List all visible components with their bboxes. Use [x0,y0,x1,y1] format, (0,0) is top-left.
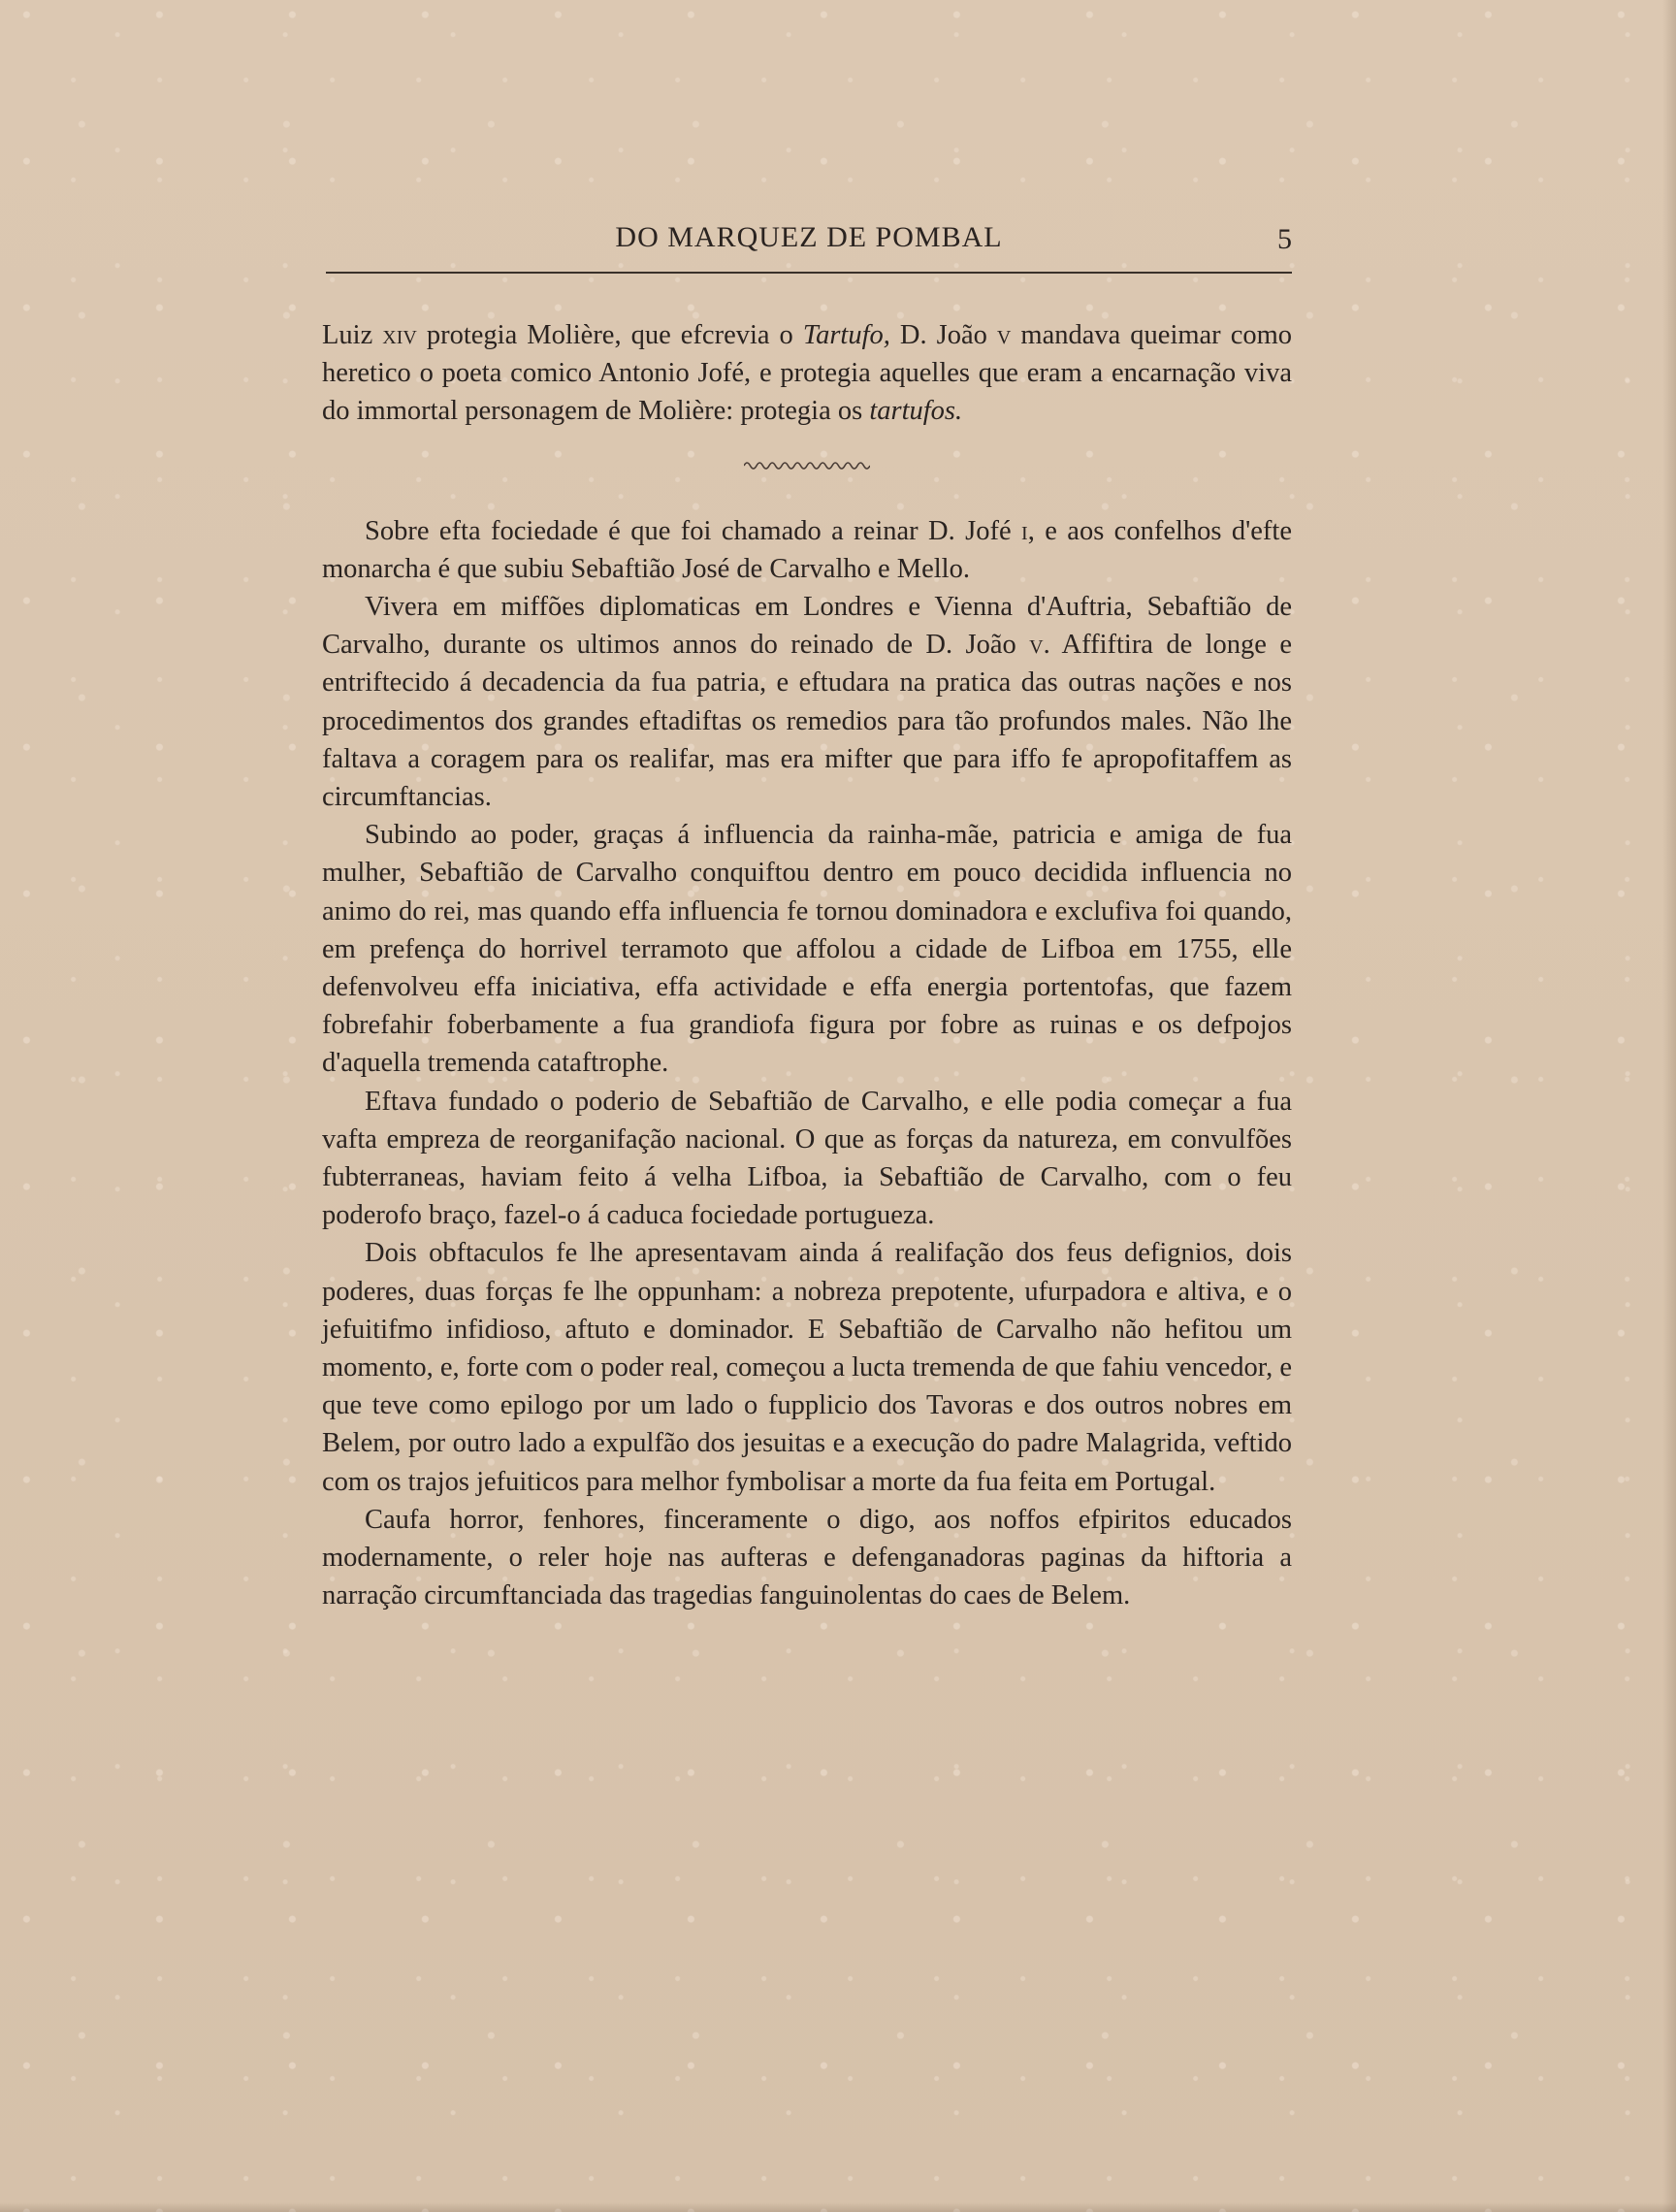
body-text [322,316,1292,1615]
text-run: Sobre efta fociedade é que foi chamado a reinar D. Jofé [365,515,1022,546]
paragraph [322,816,1292,1082]
paragraph [322,1501,1292,1615]
text-run: Luiz [322,320,383,350]
wavy-line-icon [744,460,870,472]
running-title: DO MARQUEZ DE POMBAL [615,221,1003,253]
paragraph [322,588,1292,816]
text-run: protegia Molière, que efcrevia o [416,320,803,350]
text-run: Caufa horror, fenhores, finceramente o digo, aos noffos efpiritos educados modernamente, o reler hoje nas aufteras e defenganadoras paginas da hiftoria a narração circumftanciada das tragedias fanguinolentas do caes de Belem. [322,1504,1292,1611]
text-run: D. João [889,320,997,350]
page-bottom-shadow [0,2202,1676,2212]
roman-numeral: v [996,320,1012,350]
text-run: mandava queimar como heretico o poeta comico Antonio Jofé, e protegia aquelles que eram a encarnação viva do immortal personagem de Molière: protegia os [322,320,1293,427]
roman-numeral: xiv [382,320,417,350]
text-run: , e aos confelhos d'efte monarcha é que subiu Sebaftião José de Carvalho e Mello. [322,515,1292,584]
running-head [326,215,1292,264]
italic-text: tartufos. [869,396,963,427]
paragraph [322,1234,1292,1500]
text-run: Dois obftaculos fe lhe apresentavam ainda á realifação dos feus defignios, dois poderes, duas forças fe lhe oppunham: a nobreza prepotente, ufurpadora e altiva, e o jefuitifmo infidioso, aftuto e dominador. E Sebaftião de Carvalho não hefitou um momento, e, forte com o poder real, começou a lucta tremenda de que fahiu vencedor, e que teve como epilogo por um lado o fupplicio dos Tavoras e dos outros nobres em Belem, por outro lado a expulfão dos jesuitas e a execução do padre Malagrida, veftido com os trajos jefuiticos para melhor fymbolisar a morte da fua feita em Portugal. [322,1238,1292,1497]
roman-numeral: v [1029,630,1044,661]
italic-text: Tartufo, [802,320,890,350]
header-rule [326,272,1292,274]
page-edge-shadow [1662,0,1676,2212]
roman-numeral: i [1021,515,1028,546]
paragraph [322,1083,1292,1235]
text-run: . Affiftira de longe e entriftecido á decadencia da fua patria, e eftudara na pratica das outras nações e nos procedimentos dos grandes eftadiftas os remedios para tão profundos males. Não lhe faltava a coragem para os realifar, mas era mifter que para iffo fe apropofitaffem as circumftancias. [322,630,1292,813]
wavy-ornament-divider [322,444,1292,489]
page-number: 5 [1277,223,1292,255]
paragraph [322,316,1292,431]
text-run: Subindo ao poder, graças á influencia da rainha-mãe, patricia e amiga de fua mulher, Sebaftião de Carvalho conquiftou dentro em pouco decidida influencia no animo do rei, mas quando effa influencia fe tornou dominadora e exclufiva foi quando, em prefença do horrivel terramoto que affolou a cidade de Lifboa em 1755, elle defenvolveu effa iniciativa, effa actividade e effa energia portentofas, que fazem fobrefahir foberbamente a fua grandiofa figura por fobre as ruinas e os defpojos d'aquella tremenda cataftrophe. [322,820,1292,1079]
text-run: Vivera em miffões diplomaticas em Londres e Vienna d'Auftria, Sebaftião de Carvalho, durante os ultimos annos do reinado de D. João [322,592,1292,661]
paragraph [322,512,1292,588]
text-run: Eftava fundado o poderio de Sebaftião de Carvalho, e elle podia começar a fua vafta empreza de reorganifação nacional. O que as forças da natureza, em convulfões fubterraneas, haviam feito á velha Lifboa, ia Sebaftião de Carvalho, com o feu poderofo braço, fazel-o á caduca fociedade portugueza. [322,1086,1292,1231]
